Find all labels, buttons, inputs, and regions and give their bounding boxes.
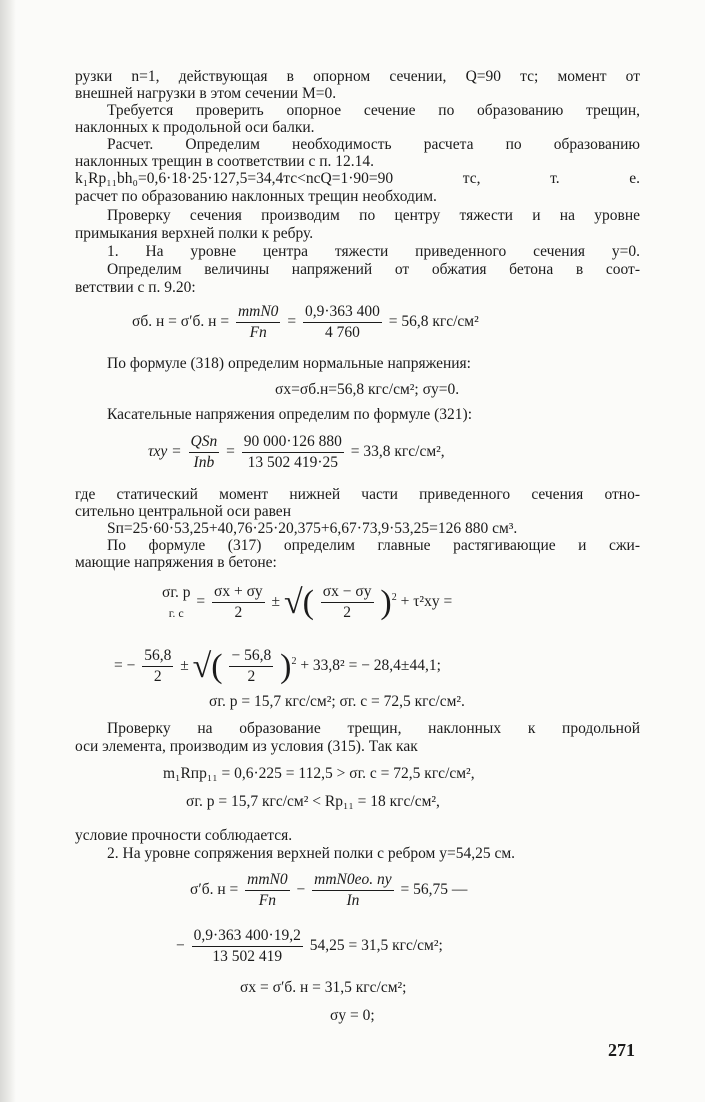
text-line: Проверку сечения производим по центру тяжести и на уровне <box>107 207 640 224</box>
text-line: Определим величины напряжений от обжатия бетона в соот- <box>107 261 640 278</box>
text-line: примыкания верхней полки к ребру. <box>75 225 314 242</box>
equation-principal-values: σг. р = 15,7 кгс/см²; σг. с = 72,5 кгс/см². <box>209 693 465 710</box>
text-line: k₁Rр₁₁bh₀=0,6·18·25·127,5=34,4тс<nсQ=1·90=90 тс, т. е. <box>75 170 640 187</box>
text-line: 2. На уровне сопряжения верхней полки с ребром y=54,25 см. <box>107 845 516 862</box>
text-line: наклонных к продольной оси балки. <box>75 119 315 136</box>
text-line: мающие напряжения в бетоне: <box>75 554 277 571</box>
equation-sigma-y: σy = 0; <box>330 1007 375 1024</box>
equation-sigma-bn: σб. н = σ′б. н = $\frac{\text{mтN0}}{Fп}$ = $\frac{0,9\cdot 363 400}{4 760}$ = 56,8 кгс/см² <box>132 303 479 341</box>
equation-sigma-bn-2: σ′б. н = $\frac{\text{mтN0}}{Fп}$ − $\frac{\text{mтN0eо. пy}}{Iп}$ = 56,75 — <box>190 871 468 909</box>
equation-normal-stress: σx=σб.н=56,8 кгс/см²; σy=0. <box>275 381 460 398</box>
text-line: Sп=25·60·53,25+40,76·25·20,375+6,67·73,9·53,25=126 880 см³. <box>107 520 518 537</box>
text-line: Расчет. Определим необходимость расчета по образованию <box>107 136 640 153</box>
text-line: 1. На уровне центра тяжести приведенного сечения y=0. <box>107 243 640 260</box>
text-line: Проверку на образование трещин, наклонных к продольной <box>107 720 640 737</box>
text-line: Касательные напряжения определим по формуле (321): <box>107 406 473 423</box>
text-line: По формуле (318) определим нормальные напряжения: <box>107 355 471 372</box>
equation-condition-2: σг. р = 15,7 кгс/см² < Rр₁₁ = 18 кгс/см², <box>186 793 440 810</box>
book-binding-shadow <box>0 0 16 1102</box>
equation-tau: τxy = $\frac{\text{QSп}}{\text{Iпb}}$ = $\frac{90 000\cdot 126 880}{13 502 419\cdot 25}$ = 33,8 кгс/см², <box>148 433 445 471</box>
text-line: внешней нагрузки в этом сечении M=0. <box>75 85 337 102</box>
page-number: 271 <box>608 1040 635 1060</box>
text-line: условие прочности соблюдается. <box>75 827 293 844</box>
text-line: расчет по образованию наклонных трещин необходим. <box>75 188 437 205</box>
text-line: наклонных трещин в соответствии с п. 12.14. <box>75 153 375 170</box>
equation-sigma-x: σx = σ′б. н = 31,5 кгс/см²; <box>240 979 407 996</box>
text-line: сительно центральной оси равен <box>75 503 291 520</box>
text-line: рузки n=1, действующая в опорном сечении, Q=90 тс; момент от <box>75 68 640 85</box>
text-line: где статический момент нижней части приведенного сечения отно- <box>75 486 640 503</box>
equation-condition-1: m₁Rпр₁₁ = 0,6·225 = 112,5 > σг. с = 72,5 кгс/см², <box>163 765 475 782</box>
equation-principal-numeric: = − $\frac{56,8}{2}$ ± √( $\frac{- 56,8}{2}$ )$^2$ + 33,8² = − 28,4±44,1; <box>114 647 441 685</box>
text-line: оси элемента, производим из условия (315). Так как <box>75 738 418 755</box>
text-line: Требуется проверить опорное сечение по образованию трещин, <box>107 102 640 119</box>
text-line: ветствии с п. 9.20: <box>75 279 196 296</box>
equation-principal-general: σг. р г. с = $\frac{\sigma x + \sigma y}{2}$ ± √( $\frac{\sigma x - \sigma y}{2}$ )$^2$ + τ²xy = <box>162 583 453 621</box>
equation-sigma-bn-2-numeric: − $\frac{0,9\cdot 363 400\cdot 19,2}{13 502 419}$ 54,25 = 31,5 кгс/см²; <box>176 927 443 965</box>
text-line: По формуле (317) определим главные растягивающие и сжи- <box>107 537 640 554</box>
